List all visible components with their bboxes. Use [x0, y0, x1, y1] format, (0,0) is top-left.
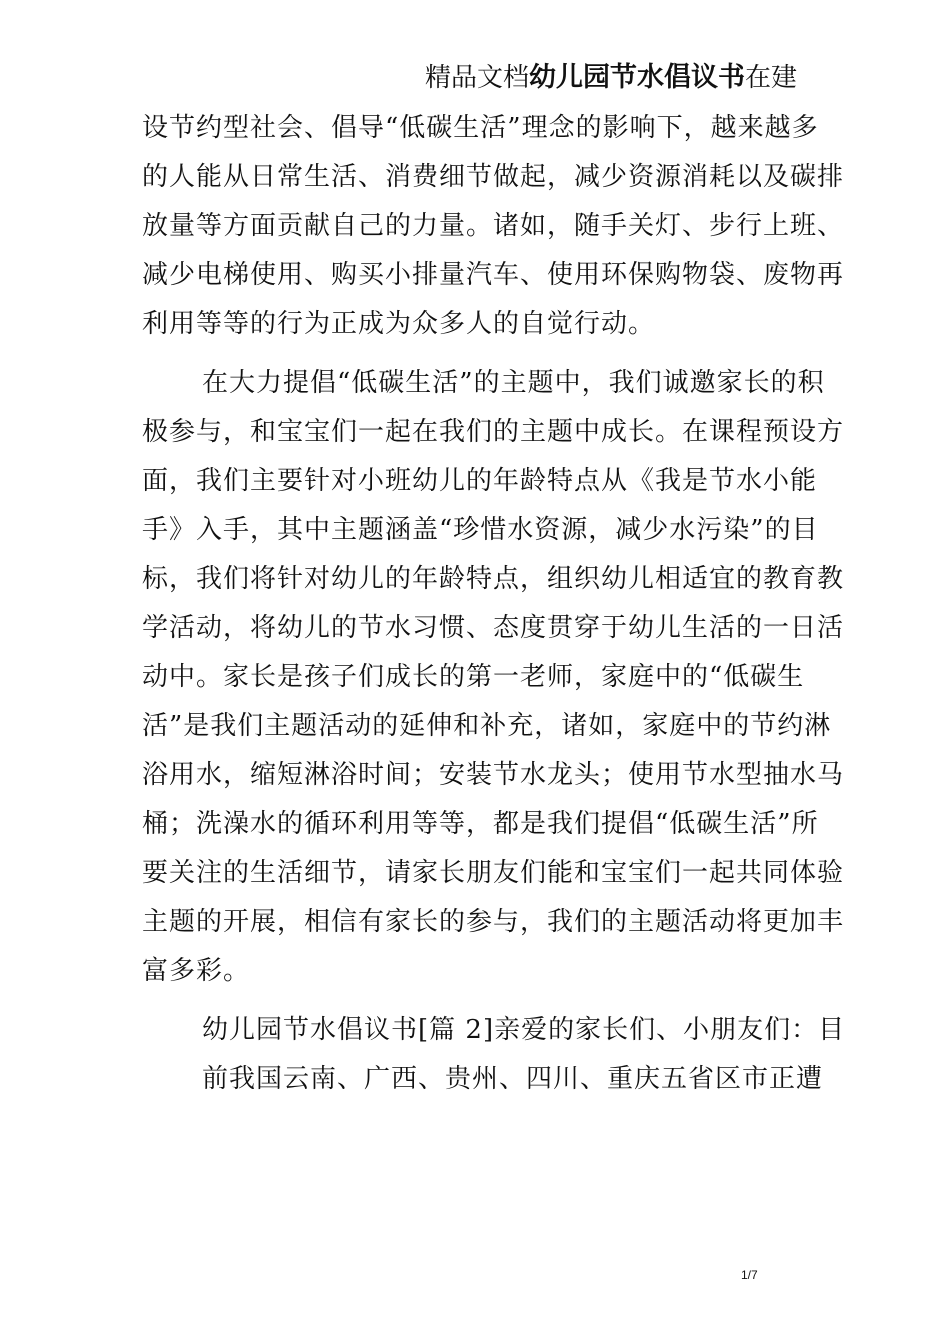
paragraph-1 — [142, 104, 845, 349]
document-title: 幼儿园节水倡议书 — [529, 62, 746, 93]
text-line: 动中。家长是孩子们成长的第一老师，家庭中的“低碳生 — [142, 662, 805, 692]
text-line: 活”是我们主题活动的延伸和补充，诸如，家庭中的节约淋 — [142, 711, 832, 741]
text-line: 浴用水，缩短淋浴时间；安装节水龙头；使用节水型抽水马 — [142, 760, 845, 790]
text-line: 面，我们主要针对小班幼儿的年龄特点从《我是节水小能 — [142, 466, 818, 496]
text-line: 主题的开展，相信有家长的参与，我们的主题活动将更加丰 — [142, 907, 845, 937]
text-line: 幼儿园节水倡议书[篇 2]亲爱的家长们、小朋友们：目 — [202, 1015, 846, 1045]
text-line: 减少电梯使用、购买小排量汽车、使用环保购物袋、废物再 — [142, 260, 845, 290]
page-number: 1/7 — [741, 1268, 758, 1282]
text-line: 前我国云南、广西、贵州、四川、重庆五省区市正遭 — [202, 1064, 824, 1094]
text-line: 学活动，将幼儿的节水习惯、态度贯穿于幼儿生活的一日活 — [142, 613, 845, 643]
paragraph-3 — [142, 1006, 846, 1104]
text-line: 桶；洗澡水的循环利用等等，都是我们提倡“低碳生活”所 — [142, 809, 819, 839]
header-prefix: 精品文档 — [425, 63, 530, 93]
text-line: 放量等方面贡献自己的力量。诸如，随手关灯、步行上班、 — [142, 211, 845, 241]
text-line: 利用等等的行为正成为众多人的自觉行动。 — [142, 309, 656, 339]
text-line: 富多彩。 — [142, 956, 251, 986]
text-line: 手》入手，其中主题涵盖“珍惜水资源，减少水污染”的目 — [142, 515, 819, 545]
paragraph-2 — [142, 359, 845, 996]
text-line: 要关注的生活细节，请家长朋友们能和宝宝们一起共同体验 — [142, 858, 845, 888]
body-text — [142, 104, 846, 1104]
header-line — [425, 58, 797, 98]
text-line: 在大力提倡“低碳生活”的主题中，我们诚邀家长的积 — [202, 368, 825, 398]
text-line: 极参与，和宝宝们一起在我们的主题中成长。在课程预设方 — [142, 417, 845, 447]
text-line: 标，我们将针对幼儿的年龄特点，组织幼儿相适宜的教育教 — [142, 564, 845, 594]
header-suffix: 在建 — [745, 63, 798, 93]
text-line: 设节约型社会、倡导“低碳生活”理念的影响下，越来越多 — [142, 113, 819, 143]
text-line: 的人能从日常生活、消费细节做起，减少资源消耗以及碳排 — [142, 162, 845, 192]
